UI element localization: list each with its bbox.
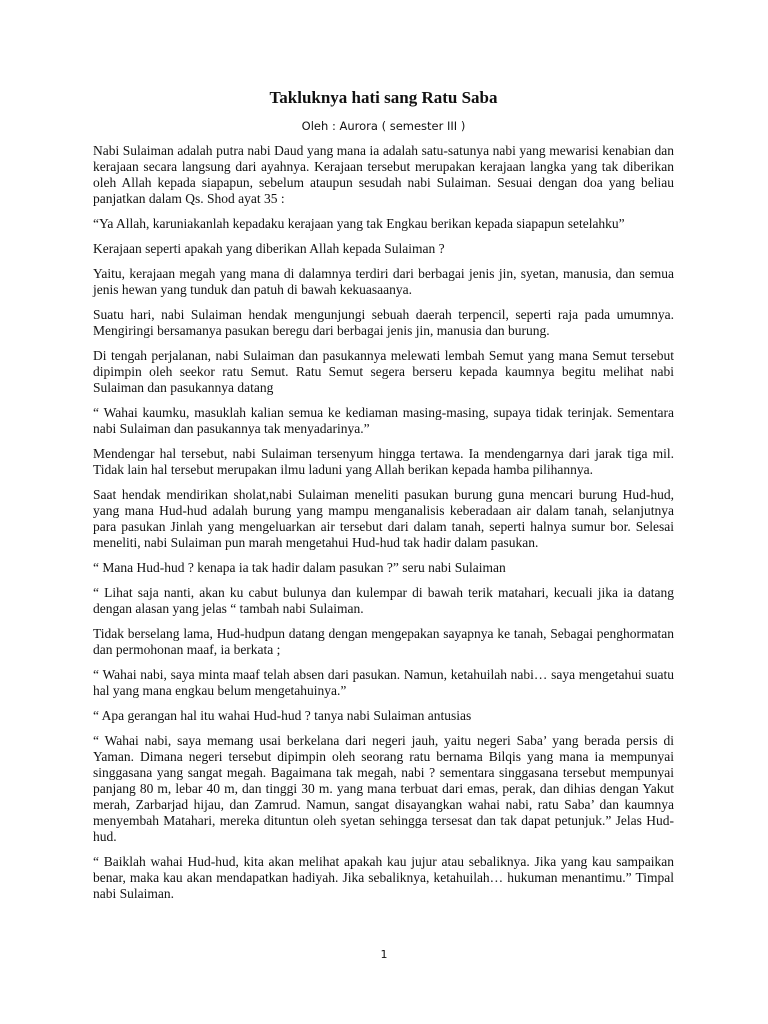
- document-author: Oleh : Aurora ( semester III ): [301, 119, 466, 133]
- paragraph: Saat hendak mendirikan sholat,nabi Sulaiman meneliti pasukan burung guna mencari burung Hud-hud, yang mana Hud-hud adalah burung yang mampu menganalisis keberadaan air dalam tanah, selanjutnya para pasukan Jinlah yang mengeluarkan air tersebut dari dalam tanah, seperti halnya sumur bor. Selesai meneliti, nabi Sulaiman pun marah mengetahui Hud-hud tak hadir dalam pasukan.: [93, 487, 674, 550]
- paragraph-quote: “Ya Allah, karuniakanlah kepadaku kerajaan yang tak Engkau berikan kepada siapapun setelahku”: [93, 216, 625, 231]
- paragraph-quote: “ Wahai nabi, saya minta maaf telah absen dari pasukan. Namun, ketahuilah nabi… saya mengetahui suatu hal yang mana engkau belum mengetahuinya.”: [93, 667, 674, 698]
- paragraph-quote: “ Lihat saja nanti, akan ku cabut bulunya dan kulempar di bawah terik matahari, kecuali jika ia datang dengan alasan yang jelas “ tambah nabi Sulaiman.: [93, 585, 674, 616]
- paragraph: Suatu hari, nabi Sulaiman hendak mengunjungi sebuah daerah terpencil, seperti raja pada umumnya. Mengiringi bersamanya pasukan beregu dari berbagai jenis jin, manusia dan burung.: [93, 307, 674, 338]
- paragraph: Mendengar hal tersebut, nabi Sulaiman tersenyum hingga tertawa. Ia mendengarnya dari jarak tiga mil. Tidak lain hal tersebut merupakan ilmu laduni yang Allah berikan kepada hamba pilihannya.: [93, 446, 674, 477]
- paragraph-quote: “ Mana Hud-hud ? kenapa ia tak hadir dalam pasukan ?” seru nabi Sulaiman: [93, 560, 506, 575]
- paragraph: Di tengah perjalanan, nabi Sulaiman dan pasukannya melewati lembah Semut yang mana Semut tersebut dipimpin oleh seekor ratu Semut. Ratu Semut segera berseru kepada kaumnya begitu melihat nabi Sulaiman dan pasukannya datang: [93, 348, 674, 395]
- page-number: 1: [380, 948, 388, 961]
- paragraph: Yaitu, kerajaan megah yang mana di dalamnya terdiri dari berbagai jenis jin, syetan, manusia, dan semua jenis hewan yang tunduk dan patuh di bawah kekuasaanya.: [93, 266, 674, 297]
- paragraph-quote: “ Apa gerangan hal itu wahai Hud-hud ? tanya nabi Sulaiman antusias: [93, 708, 472, 723]
- paragraph-quote: “ Baiklah wahai Hud-hud, kita akan melihat apakah kau jujur atau sebaliknya. Jika yang kau sampaikan benar, maka kau akan mendapatkan hadiyah. Jika sebaliknya, ketahuilah… hukuman menantimu.” Timpal nabi Sulaiman.: [93, 854, 674, 901]
- paragraph: Kerajaan seperti apakah yang diberikan Allah kepada Sulaiman ?: [93, 241, 445, 256]
- paragraph: Tidak berselang lama, Hud-hudpun datang dengan mengepakan sayapnya ke tanah, Sebagai penghormatan dan permohonan maaf, ia berkata ;: [93, 626, 674, 657]
- document-title: Takluknya hati sang Ratu Saba: [269, 88, 498, 107]
- paragraph: Nabi Sulaiman adalah putra nabi Daud yang mana ia adalah satu-satunya nabi yang mewarisi kenabian dan kerajaan secara langsung dari ayahnya. Kerajaan tersebut merupakan kerajaan langka yang tak diberikan oleh Allah kepada siapapun, sebelum ataupun sesudah nabi Sulaiman. Sesuai dengan doa yang beliau panjatkan dalam Qs. Shod ayat 35 :: [93, 143, 674, 206]
- document-body: [93, 88, 674, 911]
- paragraph-quote: “ Wahai nabi, saya memang usai berkelana dari negeri jauh, yaitu negeri Saba’ yang berada persis di Yaman. Dimana negeri tersebut dipimpin oleh seorang ratu bernama Bilqis yang mana ia mempunyai singgasana yang sangat megah. Bagaimana tak megah, nabi ? sementara singgasana tersebut mempunyai panjang 80 m, lebar 40 m, dan tinggi 30 m. yang mana terbuat dari emas, perak, dan dihias dengan Yakut merah, Zarbarjad hijau, dan Zamrud. Namun, sangat disayangkan wahai nabi, ratu Saba’ dan kaumnya menyembah Matahari, mereka dituntun oleh syetan sehingga tersesat dan tak dapat petunjuk.” Jelas Hud-hud.: [93, 733, 674, 844]
- paragraph-quote: “ Wahai kaumku, masuklah kalian semua ke kediaman masing-masing, supaya tidak terinjak. Sementara nabi Sulaiman dan pasukannya tak menyadarinya.”: [93, 405, 674, 436]
